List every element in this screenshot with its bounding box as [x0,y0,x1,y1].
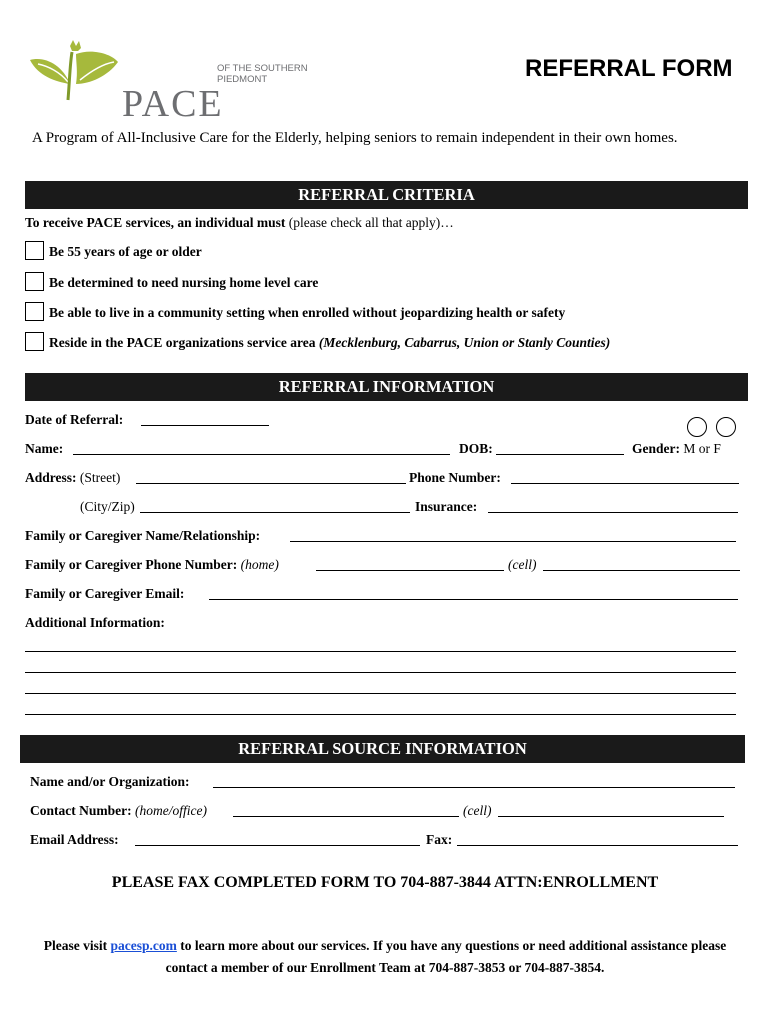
checkbox-nursing-care[interactable] [25,272,44,291]
form-title: REFERRAL FORM [525,55,733,82]
address-row [25,470,120,486]
insurance-label: Insurance: [415,499,478,514]
logo-subtitle-line1: OF THE SOUTHERN [217,63,308,74]
street-field[interactable] [136,472,406,484]
gender-m: M [683,441,696,456]
tagline: A Program of All-Inclusive Care for the Elderly, helping seniors to remain independent in their own homes. [32,130,678,146]
street-hint: (Street) [79,470,121,485]
date-of-referral-field[interactable] [141,414,269,426]
insurance-field[interactable] [488,501,738,513]
criteria-intro-rest: (please check all that apply)… [285,215,454,230]
cityzip-field[interactable] [140,501,410,513]
contact-cell-field[interactable] [498,805,724,817]
name-label: Name: [25,441,64,456]
website-link[interactable]: pacesp.com [110,938,177,953]
fax-instructions: PLEASE FAX COMPLETED FORM TO 704-887-3844 ATTN:ENROLLMENT [111,874,659,891]
logo-subtitle-line2: PIEDMONT [217,74,268,85]
visit-note [40,935,730,979]
logo-subtitle [217,63,308,85]
org-field[interactable] [213,776,735,788]
criteria-banner: REFERRAL CRITERIA [25,181,748,209]
additional-info-line[interactable] [25,693,736,694]
logo-wordmark: PACE [122,83,224,125]
additional-info-line[interactable] [25,651,736,652]
service-area-counties: (Mecklenburg, Cabarrus, Union or Stanly Counties) [318,335,611,350]
contact-label: Contact Number: [30,803,132,818]
additional-info-line[interactable] [25,714,736,715]
contact-row [30,803,207,819]
family-phone-label: Family or Caregiver Phone Number: [25,557,238,572]
source-cell-hint: (cell) [463,803,492,818]
date-of-referral-label: Date of Referral: [25,412,124,427]
phone-label: Phone Number: [409,470,501,485]
criteria-item-community: Be able to live in a community setting when enrolled without jeopardizing health or safety [49,305,566,320]
org-label: Name and/or Organization: [30,774,190,789]
dob-field[interactable] [496,443,624,455]
cell-hint: (cell) [508,557,537,572]
gender-radio-female[interactable] [716,417,736,437]
email-field[interactable] [135,834,420,846]
gender-f: F [713,441,721,456]
service-area-label: Reside in the PACE organizations service area [49,335,319,350]
contact-home-field[interactable] [233,805,459,817]
family-phone-cell-field[interactable] [543,559,740,571]
additional-info-line[interactable] [25,672,736,673]
family-phone-row [25,557,279,573]
checkbox-age[interactable] [25,241,44,260]
leaf-logo-icon [26,40,122,102]
source-banner: REFERRAL SOURCE INFORMATION [20,735,745,763]
gender-or: or [698,441,711,456]
family-phone-home-field[interactable] [316,559,504,571]
visit-pre: Please visit [43,938,111,953]
criteria-intro-bold: To receive PACE services, an individual must [25,215,286,230]
criteria-intro [25,215,454,231]
gender-row [632,441,721,457]
information-banner: REFERRAL INFORMATION [25,373,748,401]
criteria-item-service-area [49,335,610,351]
fax-field[interactable] [457,834,738,846]
name-field[interactable] [73,443,450,455]
email-label: Email Address: [30,832,119,847]
family-email-label: Family or Caregiver Email: [25,586,185,601]
homeoffice-hint: (home/office) [134,803,207,818]
criteria-item-nursing-care: Be determined to need nursing home level care [49,275,319,290]
address-label: Address: [25,470,77,485]
cityzip-hint: (City/Zip) [80,499,135,514]
family-name-field[interactable] [290,530,736,542]
checkbox-service-area[interactable] [25,332,44,351]
criteria-item-age: Be 55 years of age or older [49,244,202,259]
gender-label: Gender: [632,441,680,456]
family-email-field[interactable] [209,588,738,600]
visit-post: to learn more about our services. If you have any questions or need additional assistance please contact a member of our Enrollment Team at 704-887-3853 or 704-887-3854. [165,938,727,975]
family-name-label: Family or Caregiver Name/Relationship: [25,528,261,543]
fax-label: Fax: [426,832,453,847]
gender-radio-male[interactable] [687,417,707,437]
additional-info-label: Additional Information: [25,615,165,630]
checkbox-community[interactable] [25,302,44,321]
home-hint: (home) [240,557,279,572]
dob-label: DOB: [459,441,493,456]
phone-field[interactable] [511,472,739,484]
